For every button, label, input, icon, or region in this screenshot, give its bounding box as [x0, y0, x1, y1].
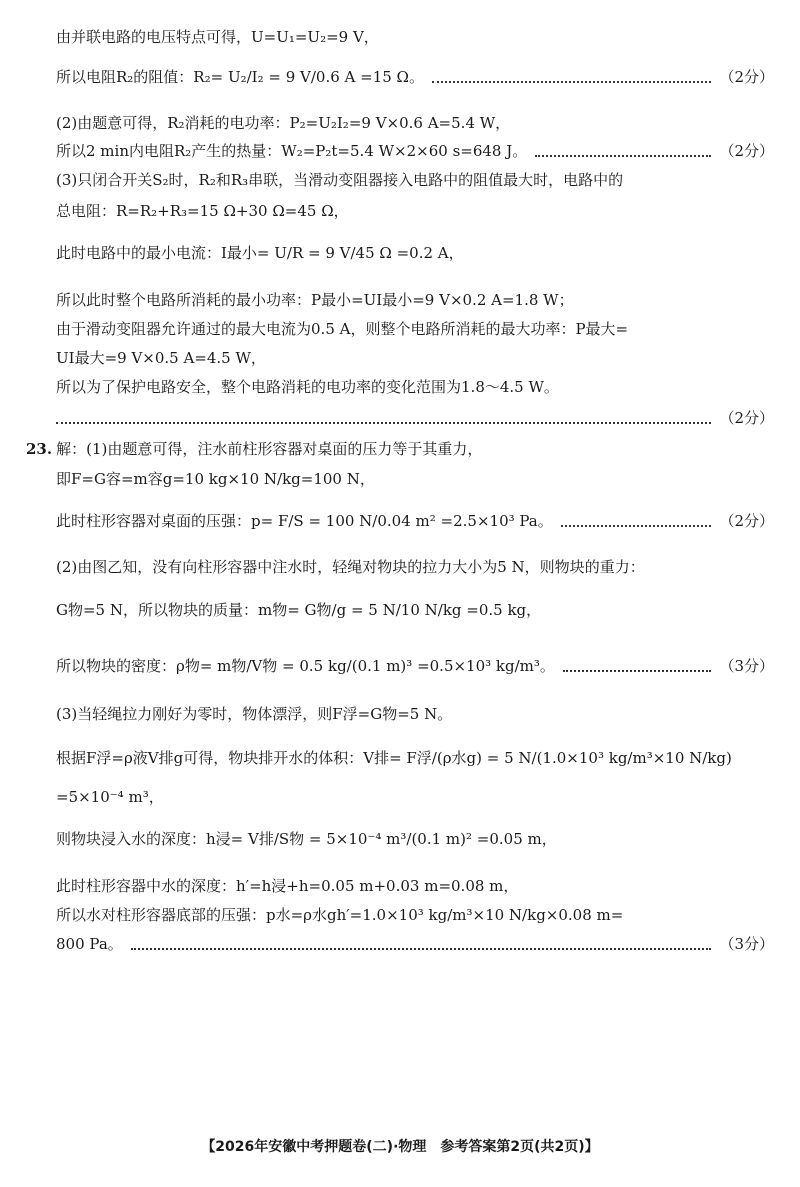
answer-line-5: (3)只闭合开关S₂时，R₂和R₃串联，当滑动变阻器接入电路中的阻值最大时，电路中的	[56, 171, 624, 189]
answer-line-15: 此时柱形容器对桌面的压强：p= F/S = 100 N/0.04 m² =2.5×10³ Pa。 （2分）	[56, 512, 774, 530]
score-mark: （3分）	[719, 657, 774, 675]
answer-line-23: 此时柱形容器中水的深度：h′=h浸+h=0.05 m+0.03 m=0.08 m，	[56, 877, 519, 895]
page-footer: 【2026年安徽中考押题卷(二)·物理 参考答案第2页(共2页)】	[201, 1139, 599, 1155]
score-mark: （2分）	[719, 142, 774, 160]
dot-leader	[561, 525, 712, 527]
score-mark: （3分）	[719, 935, 774, 953]
answer-line-14: 即F=G容=m容g=10 kg×10 N/kg=100 N，	[56, 470, 375, 488]
score-mark: （2分）	[719, 68, 774, 86]
answer-line-22: 则物块浸入水的深度：h浸= V排/S物 = 5×10⁻⁴ m³/(0.1 m)² =0.05 m，	[56, 830, 557, 848]
dot-leader	[432, 81, 711, 83]
score-mark: （2分）	[719, 512, 774, 530]
score-mark: （2分）	[719, 409, 774, 427]
answer-line-9: 由于滑动变阻器允许通过的最大电流为0.5 A，则整个电路所消耗的最大功率：P最大=	[56, 320, 629, 338]
answer-line-4: 所以2 min内电阻R₂产生的热量：W₂=P₂t=5.4 W×2×60 s=648 J。 （2分）	[56, 142, 774, 160]
dot-leader	[56, 422, 711, 424]
answer-line-8: 所以此时整个电路所消耗的最小功率：P最小=UI最小=9 V×0.2 A=1.8 W；	[56, 291, 574, 309]
answer-line-21: =5×10⁻⁴ m³，	[56, 788, 164, 806]
answer-line-25: 800 Pa。 （3分）	[56, 935, 774, 953]
answer-line-20: 根据F浮=ρ液V排g可得，物块排开水的体积：V排= F浮/(ρ水g) = 5 N/(1.0×10³ kg/m³×10 N/kg)	[56, 749, 732, 767]
dot-leader	[535, 155, 711, 157]
answer-line-19: (3)当轻绳拉力刚好为零时，物体漂浮，则F浮=G物=5 N。	[56, 705, 453, 723]
question-23-start: 23. 解：(1)由题意可得，注水前柱形容器对桌面的压力等于其重力，	[26, 440, 483, 458]
question-number: 23.	[26, 440, 53, 458]
answer-line-10: UI最大=9 V×0.5 A=4.5 W，	[56, 349, 266, 367]
answer-line-24: 所以水对柱形容器底部的压强：p水=ρ水gh′=1.0×10³ kg/m³×10 N/kg×0.08 m=	[56, 906, 624, 924]
answer-line-6: 总电阻：R=R₂+R₃=15 Ω+30 Ω=45 Ω，	[56, 202, 349, 220]
dot-leader	[131, 948, 712, 950]
answer-line-17: G物=5 N，所以物块的质量：m物= G物/g = 5 N/10 N/kg =0.5 kg，	[56, 601, 542, 619]
dot-leader	[563, 670, 712, 672]
answer-line-11: 所以为了保护电路安全，整个电路消耗的电功率的变化范围为1.8～4.5 W。	[56, 378, 559, 396]
answer-line-1: 由并联电路的电压特点可得，U=U₁=U₂=9 V，	[56, 28, 379, 46]
answer-line-18: 所以物块的密度：ρ物= m物/V物 = 0.5 kg/(0.1 m)³ =0.5×10³ kg/m³。 （3分）	[56, 657, 774, 675]
answer-line-7: 此时电路中的最小电流：I最小= U/R = 9 V/45 Ω =0.2 A，	[56, 244, 464, 262]
answer-line-12	[56, 408, 774, 428]
answer-line-16: (2)由图乙知，没有向柱形容器中注水时，轻绳对物块的拉力大小为5 N，则物块的重力：	[56, 558, 645, 576]
answer-line-3: (2)由题意可得，R₂消耗的电功率：P₂=U₂I₂=9 V×0.6 A=5.4 W，	[56, 114, 511, 132]
answer-line-2: 所以电阻R₂的阻值：R₂= U₂/I₂ = 9 V/0.6 A =15 Ω。 （2分）	[56, 68, 774, 86]
